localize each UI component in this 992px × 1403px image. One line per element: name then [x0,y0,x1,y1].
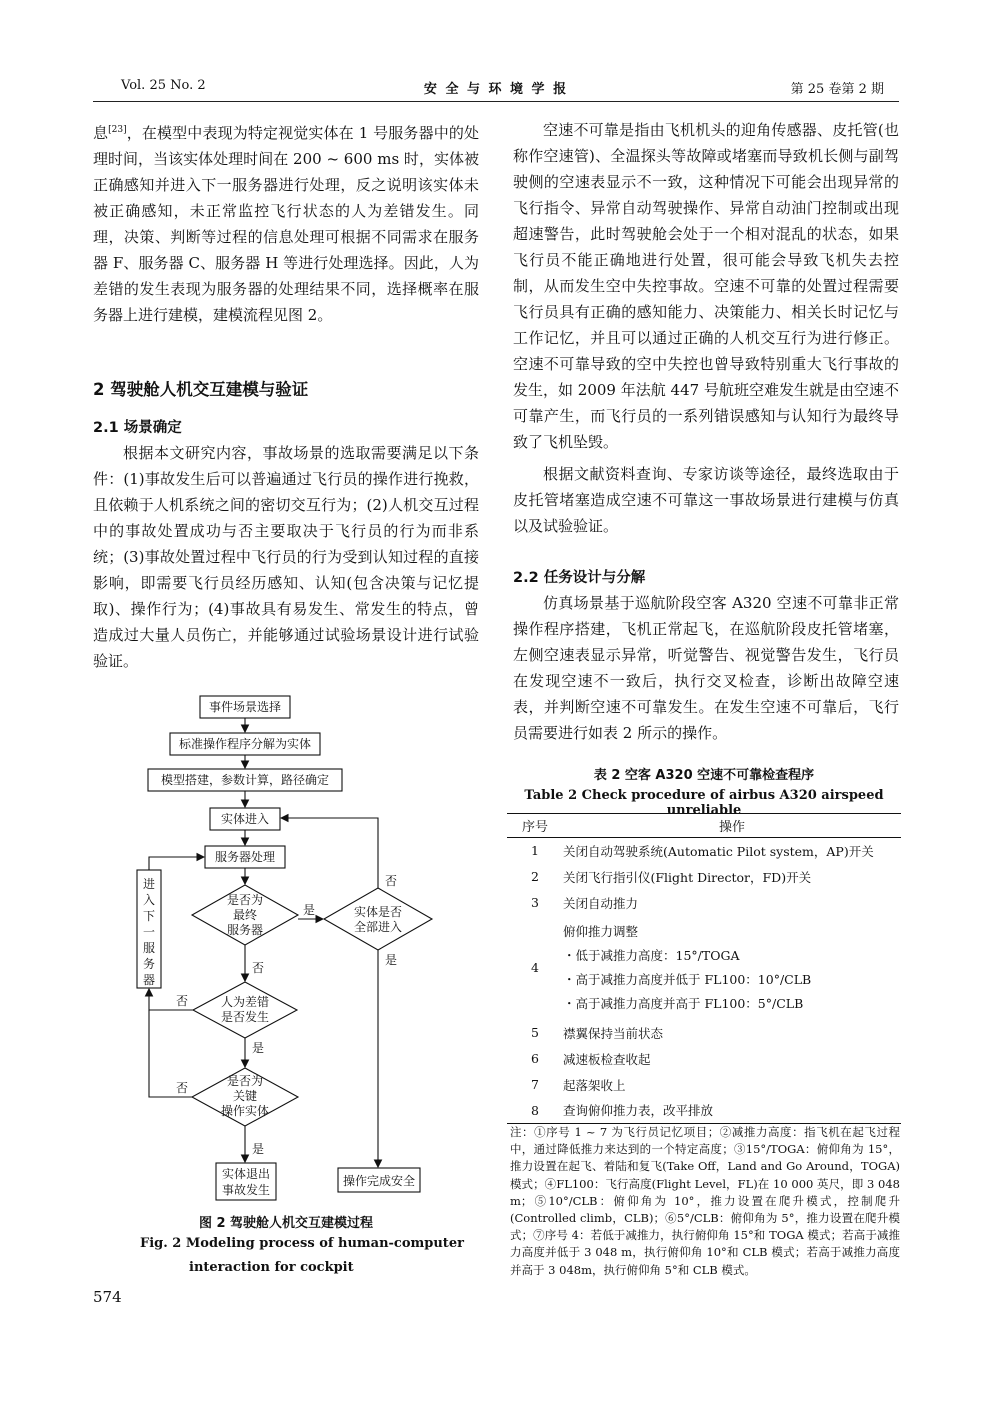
table-cell-no: 5 [531,1025,539,1040]
table-cell-no: 1 [531,843,539,859]
table-row [507,916,901,1020]
table-cell-no: 4 [531,960,539,975]
decision-label: 最终 [232,908,258,922]
edge-label-no: 否 [251,961,265,975]
node-label: 事件场景选择 [208,700,282,714]
table-cell-no: 3 [531,895,539,910]
decision-label: 是否发生 [220,1010,270,1024]
side-label-char: 务 [142,957,156,971]
flow-arrow [149,857,204,870]
decision-label: 实体是否 [353,905,403,919]
table-cell-op: 关闭自动推力 [563,895,639,911]
table-cell-no: 2 [531,869,539,884]
journal-title: 安 全 与 环 境 学 报 [423,82,569,97]
node-label: 服务器处理 [214,850,276,864]
table-cell-no: 7 [531,1077,539,1092]
node-label: 标准操作程序分解为实体 [178,737,312,751]
op-sub: ・高于减推力高度并高于 FL100：5°/CLB [563,995,804,1011]
header-rule [93,101,899,102]
table-row [507,1098,901,1124]
para-text: 根据文献资料查询、专家访谈等途径，最终选取由于皮托管堵塞造成空速不可靠这一事故场景进行建模与仿真以及试验验证。 [513,465,899,535]
section-2-1-heading: 2.1 场景确定 [93,420,182,436]
side-label-char: 器 [142,973,156,987]
table-cell-op: 起落架收上 [563,1077,626,1093]
para-text: 息 [93,124,109,142]
node-label: 事故发生 [221,1183,271,1197]
table-row [507,1020,901,1046]
side-label-char: 入 [142,893,156,907]
table-cell-no: 6 [531,1051,539,1066]
table-header-row [507,814,901,838]
para-text: ，在模型中表现为特定视觉实体在 1 号服务器中的处理时间，当该实体处理时间在 200 ~ 600 ms 时，实体被正确感知并进入下一服务器进行处理，反之说明该实体未被正确感知，未正常监控飞行状态的人为差错发生。同理，决策、判断等过程的信息处理可根据不同需求在服务器 F、服务器 C、服务器 H 等进行处理选择。因此，人为差错的发生表现为服务器的处理结果不同，选择概率在服务器上进行建模，建模流程见图 2。 [93,124,479,324]
table-cell-op: 关闭飞行指引仪(Flight Director，FD)开关 [563,869,812,885]
decision-label: 是否为 [226,1074,264,1088]
table-note: 注：①序号 1 ~ 7 为飞行员记忆项目；②减推力高度：指飞机在起飞过程中，通过降低推力来达到的一个特定高度；③15°/TOGA：俯仰角为 15°，推力设置在起飞、着陆和复飞(Take Off，Land and Go Around，TOGA)模式；④FL100：飞行高度(Flight Level，FL)在 10 000 英尺，即 3 048 m；⑤10°/CLB：俯仰角为 10°，推力设置在爬升模式，控制爬升(Controlled climb，CLB)；⑥5°/CLB：俯仰角为 5°，推力设置在爬升模式；⑦序号 4：若低于减推力，执行俯仰角 15°和 TOGA 模式；若高于减推力高度并低于 3 048 m，执行俯仰角 10°和 CLB 模式；若高于减推力高度并高于 3 048m，执行俯仰角 5°和 CLB 模式。 [510,1125,900,1277]
side-label-char: 服 [142,941,156,955]
side-label-char: 下 [142,909,156,923]
right-column [513,117,899,539]
flow-arrow [281,818,378,888]
table-caption-en: Table 2 Check procedure of airbus A320 airspeed unreliable [524,788,884,818]
edge-label-no: 否 [175,994,189,1008]
para-text: 根据本文研究内容，事故场景的选取需要满足以下条件：(1)事故发生后可以普遍通过飞行员的操作进行挽救，且依赖于人机系统之间的密切交互行为；(2)人机交互过程中的事故处置成功与否主要取决于飞行员的行为而非系统；(3)事故处置过程中飞行员的行为受到认知过程的直接影响，即需要飞行员经历感知、认知(包含决策与记忆提取)、操作行为；(4)事故具有易发生、常发生的特点，曾造成过大量人员伤亡，并能够通过试验场景设计进行试验验证。 [93,444,479,670]
table-cell-op [563,916,901,1020]
figure-caption-en: Fig. 2 Modeling process of human-computer [140,1236,464,1251]
decision-label: 全部进入 [353,920,403,934]
volume-label: Vol. 25 No. 2 [121,78,206,93]
procedure-table [507,813,901,1124]
table-cell-op: 关闭自动驾驶系统(Automatic Pilot system，AP)开关 [563,843,874,859]
edge-label-no: 否 [384,874,398,888]
table-caption-cn: 表 2 空客 A320 空速不可靠检查程序 [593,768,815,783]
table-row [507,838,901,864]
table-header: 操作 [563,814,901,838]
section-2-heading: 2 驾驶舱人机交互建模与验证 [93,380,309,399]
side-label-char: 一 [142,925,156,939]
node-label: 模型搭建，参数计算，路径确定 [160,773,330,787]
table-row [507,864,901,890]
table-row [507,890,901,916]
left-para-1 [93,117,479,328]
table-cell-no: 8 [507,1098,563,1124]
decision-label: 操作实体 [220,1104,270,1118]
edge-label-yes: 是 [251,1041,265,1055]
citation: [23] [108,125,127,135]
decision-label: 是否为 [226,893,264,907]
decision-label: 服务器 [226,923,264,937]
op-sub: ・高于减推力高度并低于 FL100：10°/CLB [563,971,812,987]
figure-caption-cn: 图 2 驾驶舱人机交互建模过程 [198,1216,374,1231]
edge-label-yes: 是 [384,953,398,967]
edge-label-yes: 是 [251,1142,265,1156]
table-row [507,1046,901,1072]
para-text: 仿真场景基于巡航阶段空客 A320 空速不可靠非正常操作程序搭建，飞机正常起飞，在巡航阶段皮托管堵塞，左侧空速表显示异常，听觉警告、视觉警告发生，飞行员在发现空速不一致后，执行交叉检查，诊断出故障空速表，并判断空速不可靠发生。在发生空速不可靠后，飞行员需要进行如表 2 所示的操作。 [513,594,899,742]
decision-all-entered [324,888,432,950]
decision-label: 关键 [232,1089,258,1103]
node-label: 实体退出 [221,1167,271,1181]
right-para-3 [513,590,899,746]
edge-label-yes: 是 [302,903,316,917]
para-text: 空速不可靠是指由飞机机头的迎角传感器、皮托管(也称作空速管)、全温探头等故障或堵塞而导致机长侧与副驾驶侧的空速表显示不一致，这种情况下可能会出现异常的飞行指令、异常自动驾驶操作、异常自动油门控制或出现超速警告，此时驾驶舱会处于一个相对混乱的状态，如果飞行员不能正确地进行处置，很可能会导致飞机失去控制，从而发生空中失控事故。空速不可靠的处置过程需要飞行员具有正确的感知能力、决策能力、相关长时记忆与工作记忆，并且可以通过正确的人机交互行为进行修正。空速不可靠导致的空中失控也曾导致特别重大飞行事故的发生，如 2009 年法航 447 号航班空难发生就是由空速不可靠产生，而飞行员的一系列错误感知与认知行为最终导致了飞机坠毁。 [513,121,899,451]
table-cell-op: 查询俯仰推力表，改平排放 [563,1098,901,1124]
table-cell-op: 减速板检查收起 [563,1051,651,1067]
table-cell-op: 襟翼保持当前状态 [563,1025,664,1041]
page-number: 574 [93,1288,122,1306]
node-label: 实体进入 [220,812,270,826]
edge-label-no: 否 [175,1081,189,1095]
decision-label: 人为差错 [220,995,270,1009]
figure-caption-en: interaction for cockpit [189,1260,354,1275]
table-row [507,1072,901,1098]
op-sub: ・低于减推力高度：15°/TOGA [563,947,740,963]
section-2-2-heading: 2.2 任务设计与分解 [513,570,646,586]
node-label: 操作完成安全 [342,1174,416,1188]
table-header: 序号 [507,814,563,838]
op-title: 俯仰推力调整 [563,923,639,939]
issue-label: 第 25 卷第 2 期 [790,82,884,97]
flowchart [130,688,460,1208]
left-para-2 [93,440,479,674]
side-label-char: 进 [142,877,156,891]
